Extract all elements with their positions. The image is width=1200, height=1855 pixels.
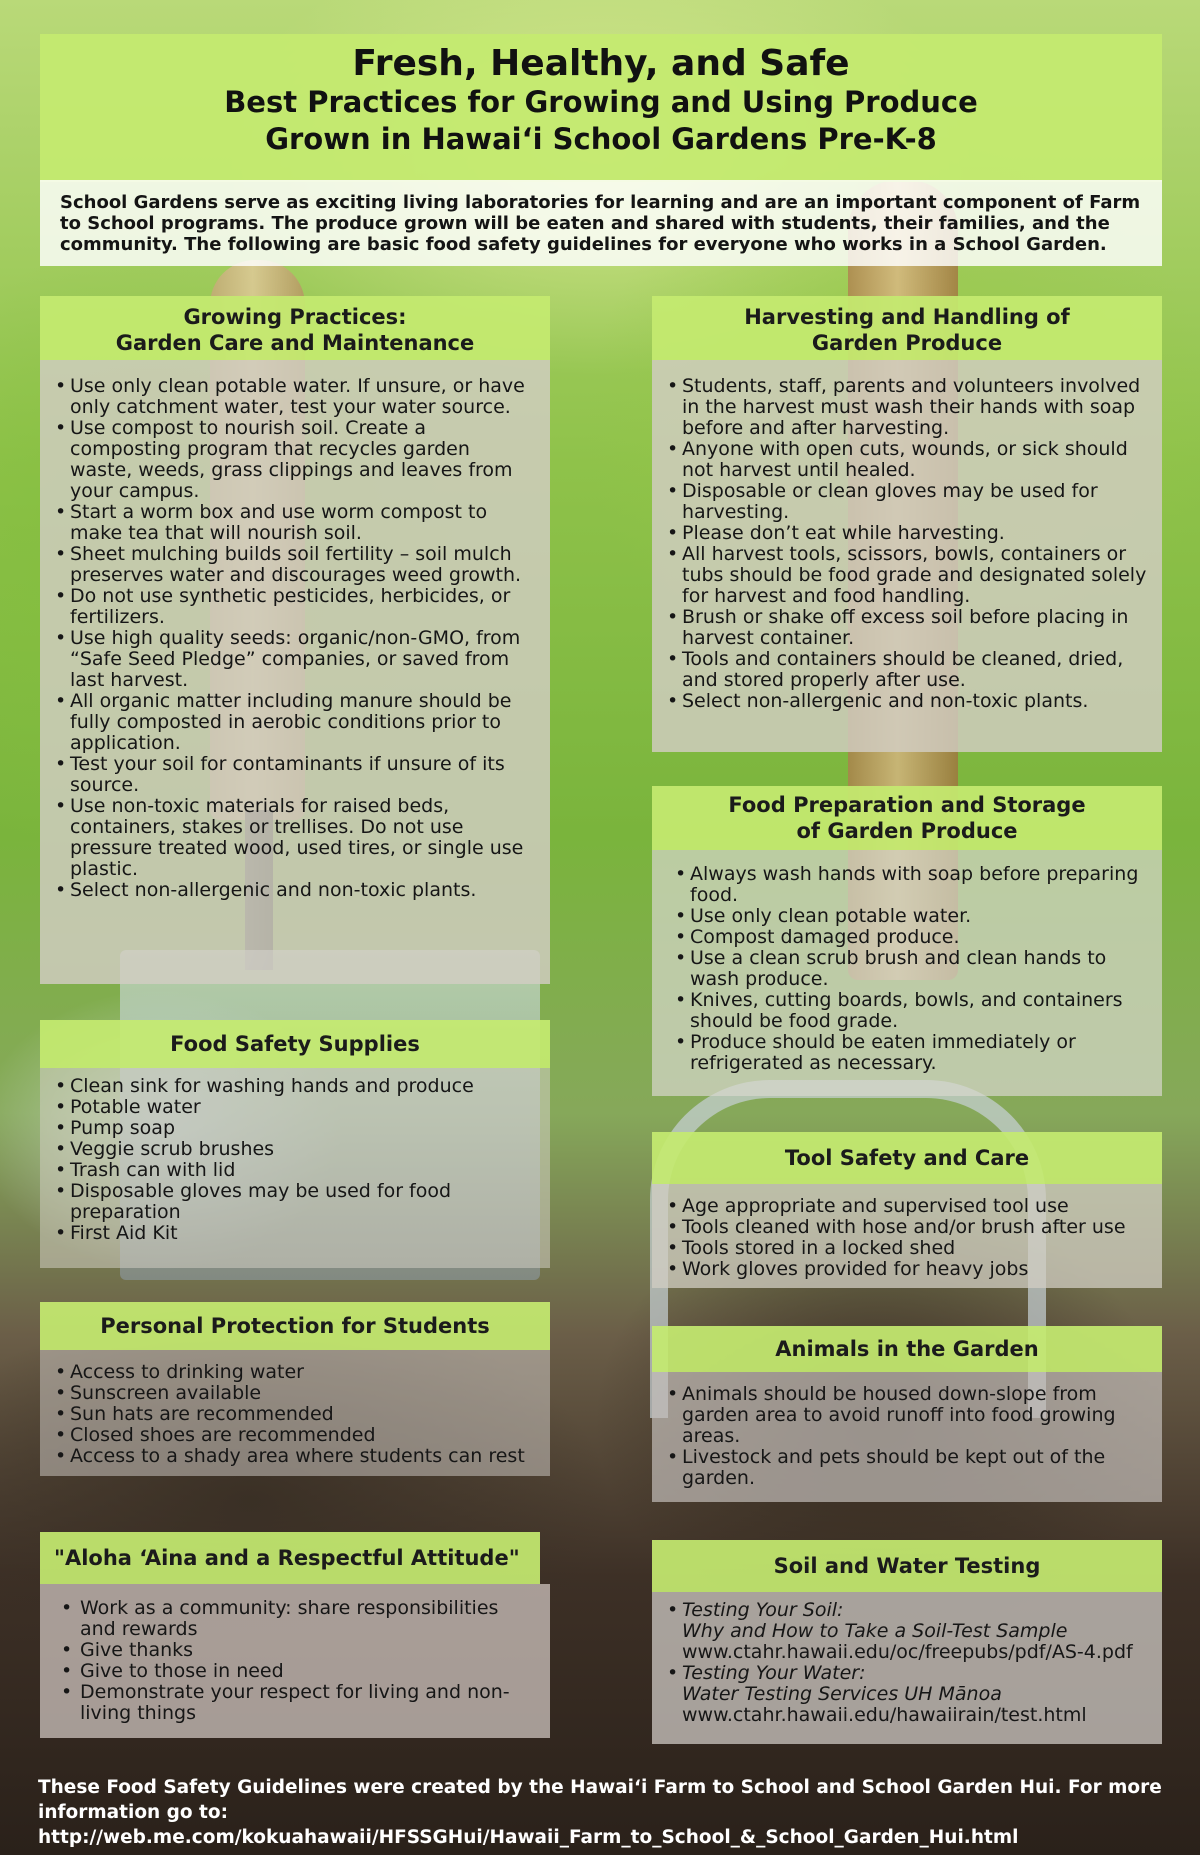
aloha-aina-list	[60, 1598, 530, 1724]
list-item: • Use only clean potable water.	[674, 906, 1148, 927]
aloha-aina-list-box	[40, 1584, 550, 1738]
food-safety-supplies-section	[40, 1020, 550, 1268]
list-item: • Tools cleaned with hose and/or brush after use	[666, 1217, 1148, 1238]
list-item: • Access to drinking water	[54, 1362, 536, 1383]
soil-testing-title: Why and How to Take a Soil-Test Sample	[682, 1620, 1068, 1642]
soil-testing-label: • Testing Your Soil:	[682, 1599, 844, 1621]
list-item: • Animals should be housed down-slope from garden area to avoid runoff into food growing areas.	[666, 1384, 1148, 1447]
water-testing-title: Water Testing Services UH Mānoa	[682, 1683, 1002, 1705]
list-item: • Students, staff, parents and volunteers involved in the harvest must wash their hands with soap before and after harvesting.	[666, 376, 1148, 439]
animals-list-box	[652, 1372, 1162, 1502]
food-preparation-heading	[652, 786, 1162, 850]
list-item: • Demonstrate your respect for living and non-living things	[60, 1682, 530, 1724]
list-item: • Select non-allergenic and non-toxic plants.	[54, 880, 536, 901]
animals-heading: Animals in the Garden	[652, 1326, 1162, 1372]
tool-safety-section	[652, 1132, 1162, 1288]
subtitle-line-2: Grown in Hawai‘i School Gardens Pre-K-8	[265, 122, 937, 156]
personal-protection-list-box	[40, 1350, 550, 1476]
list-item: • Test your soil for contaminants if unsure of its source.	[54, 754, 536, 796]
list-item: • Select non-allergenic and non-toxic plants.	[666, 691, 1148, 712]
list-item: • Brush or shake off excess soil before placing in harvest container.	[666, 607, 1148, 649]
animals-section	[652, 1326, 1162, 1502]
soil-water-testing-section	[652, 1540, 1162, 1744]
harvesting-heading	[652, 296, 1162, 360]
harvesting-section	[652, 296, 1162, 752]
animals-list	[666, 1384, 1148, 1489]
food-safety-supplies-list	[54, 1076, 536, 1244]
list-item: • Disposable gloves may be used for food preparation	[54, 1181, 536, 1223]
tool-safety-list-box	[652, 1184, 1162, 1288]
list-item: • Veggie scrub brushes	[54, 1139, 536, 1160]
soil-water-testing-heading: Soil and Water Testing	[652, 1540, 1162, 1592]
soil-water-testing-box	[652, 1592, 1162, 1744]
heading-line: Garden Care and Maintenance	[115, 331, 475, 355]
water-testing-label: • Testing Your Water:	[682, 1662, 866, 1684]
heading-line: Harvesting and Handling of	[744, 305, 1070, 329]
subtitle-line-1: Best Practices for Growing and Using Produce	[224, 85, 978, 119]
list-item: • Closed shoes are recommended	[54, 1425, 536, 1446]
list-item: • Compost damaged produce.	[674, 927, 1148, 948]
list-item: • Give to those in need	[60, 1661, 530, 1682]
list-item: • Use compost to nourish soil. Create a composting program that recycles garden waste, weeds, grass clippings and leaves from your campus.	[54, 418, 536, 502]
list-item: • Clean sink for washing hands and produce	[54, 1076, 536, 1097]
list-item: • Sun hats are recommended	[54, 1404, 536, 1425]
heading-line: of Garden Produce	[796, 819, 1018, 843]
personal-protection-list	[54, 1362, 536, 1467]
personal-protection-heading: Personal Protection for Students	[40, 1302, 550, 1350]
list-item: • All harvest tools, scissors, bowls, containers or tubs should be food grade and designated solely for harvest and food handling.	[666, 544, 1148, 607]
list-item: • Sheet mulching builds soil fertility – soil mulch preserves water and discourages weed growth.	[54, 544, 536, 586]
list-item: • Use only clean potable water. If unsure, or have only catchment water, test your water source.	[54, 376, 536, 418]
food-safety-supplies-heading: Food Safety Supplies	[40, 1020, 550, 1068]
list-item: • Always wash hands with soap before preparing food.	[674, 864, 1148, 906]
list-item: • First Aid Kit	[54, 1223, 536, 1244]
footer-credits	[38, 1775, 1178, 1850]
list-item: • Potable water	[54, 1097, 536, 1118]
food-preparation-list	[674, 864, 1148, 1074]
heading-line: Food Preparation and Storage	[728, 793, 1086, 817]
aloha-aina-section	[40, 1532, 550, 1738]
footer-line: These Food Safety Guidelines were created by the Hawai‘i Farm to School and School Garden Hui. For more	[38, 1777, 1162, 1798]
harvesting-list	[666, 376, 1148, 712]
food-safety-supplies-list-box	[40, 1068, 550, 1268]
list-item: • Sunscreen available	[54, 1383, 536, 1404]
list-item: • Work as a community: share responsibilities and rewards	[60, 1598, 530, 1640]
heading-line: Growing Practices:	[183, 305, 407, 329]
list-item: • Give thanks	[60, 1640, 530, 1661]
list-item: • Livestock and pets should be kept out of the garden.	[666, 1447, 1148, 1489]
soil-testing-link[interactable]: www.ctahr.hawaii.edu/oc/freepubs/pdf/AS-4.pdf	[682, 1641, 1133, 1663]
list-item: • All organic matter including manure should be fully composted in aerobic conditions prior to application.	[54, 691, 536, 754]
harvesting-list-box	[652, 360, 1162, 752]
list-item: • Anyone with open cuts, wounds, or sick should not harvest until healed.	[666, 439, 1148, 481]
growing-practices-section	[40, 296, 550, 984]
heading-line: Garden Produce	[811, 331, 1003, 355]
soil-water-testing-list	[666, 1600, 1154, 1726]
list-item	[666, 1663, 1154, 1726]
list-item: • Do not use synthetic pesticides, herbicides, or fertilizers.	[54, 586, 536, 628]
growing-practices-heading	[40, 296, 550, 360]
footer-link-line[interactable]: information go to: http://web.me.com/kokuahawaii/HFSSGHui/Hawaii_Farm_to_School_&_School_Garden_Hui.html	[38, 1802, 1019, 1848]
aloha-aina-heading: "Aloha ‘Aina and a Respectful Attitude"	[40, 1532, 540, 1584]
intro-text: School Gardens serve as exciting living laboratories for learning and are an important component of Farm to School programs. The produce grown will be eaten and shared with students, their families, and the community. The following are basic food safety guidelines for everyone who works in a School Garden.	[60, 191, 1141, 255]
intro-box	[40, 180, 1162, 266]
list-item: • Knives, cutting boards, bowls, and containers should be food grade.	[674, 990, 1148, 1032]
list-item: • Use high quality seeds: organic/non-GMO, from “Safe Seed Pledge” companies, or saved from last harvest.	[54, 628, 536, 691]
food-preparation-list-box	[652, 850, 1162, 1096]
main-title: Fresh, Healthy, and Safe	[352, 43, 850, 84]
list-item: • Tools stored in a locked shed	[666, 1238, 1148, 1259]
list-item: • Access to a shady area where students can rest	[54, 1446, 536, 1467]
title-banner	[40, 34, 1162, 182]
list-item: • Produce should be eaten immediately or refrigerated as necessary.	[674, 1032, 1148, 1074]
list-item: • Work gloves provided for heavy jobs	[666, 1259, 1148, 1280]
list-item: • Use non-toxic materials for raised beds, containers, stakes or trellises. Do not use pressure treated wood, used tires, or single use plastic.	[54, 796, 536, 880]
list-item: • Age appropriate and supervised tool use	[666, 1196, 1148, 1217]
personal-protection-section	[40, 1302, 550, 1476]
list-item: • Please don’t eat while harvesting.	[666, 523, 1148, 544]
list-item: • Tools and containers should be cleaned, dried, and stored properly after use.	[666, 649, 1148, 691]
list-item: • Disposable or clean gloves may be used for harvesting.	[666, 481, 1148, 523]
growing-practices-list-box	[40, 360, 550, 984]
growing-practices-list	[54, 376, 536, 901]
list-item: • Pump soap	[54, 1118, 536, 1139]
list-item	[666, 1600, 1154, 1663]
list-item: • Start a worm box and use worm compost to make tea that will nourish soil.	[54, 502, 536, 544]
food-preparation-section	[652, 786, 1162, 1096]
water-testing-link[interactable]: www.ctahr.hawaii.edu/hawaiirain/test.html	[682, 1704, 1087, 1726]
list-item: • Use a clean scrub brush and clean hands to wash produce.	[674, 948, 1148, 990]
list-item: • Trash can with lid	[54, 1160, 536, 1181]
tool-safety-heading: Tool Safety and Care	[652, 1132, 1162, 1184]
tool-safety-list	[666, 1196, 1148, 1280]
